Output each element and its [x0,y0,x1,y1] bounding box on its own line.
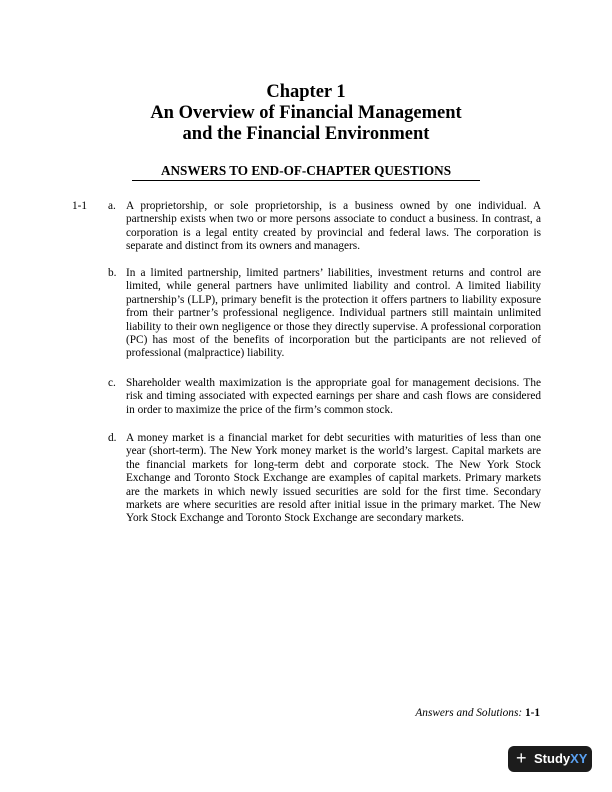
answer-text: A money market is a financial market for debt securities with maturities of less than one year (short-term). The New York money market is the world’s largest. Capital markets are the financial markets for long-term debt and corporate stock. The New York Stock Exchange and Toronto Stock Exchange are examples of capital markets. Primary markets are the markets in which newly issued securities are sold for the first time. Secondary markets are where securities are resold after initial issue in the primary market. The New York Stock Exchange and Toronto Stock Exchange are secondary markets. [126,432,541,525]
answer-letter: d. [108,432,117,444]
chapter-title-line-1: An Overview of Financial Management [150,103,462,123]
footer-page-number: 1-1 [524,707,540,719]
answer-a [108,200,541,254]
answer-letter: c. [108,377,116,389]
footer-label: Answers and Solutions: [415,707,523,719]
question-number: 1-1 [72,200,88,212]
chapter-title-line-2: and the Financial Environment [182,124,430,144]
studyxy-badge[interactable] [508,746,592,772]
page-footer [415,707,540,720]
chapter-title [0,82,612,145]
answer-text: A proprietorship, or sole proprietorship, is a business owned by one individual. A partnership exists when two or more persons associate to conduct a business. In contrast, a corporation is a legal entity created by provincial and federal laws. The corporation is separate and distinct from its owners and managers. [126,200,541,253]
answer-text: In a limited partnership, limited partners’ liabilities, investment returns and control are limited, while general partners have unlimited liability and control. A limited liability partnership’s (LLP), primary benefit is the protection it offers partners to liability exposure from their partner’s professional negligence. Individual partners still maintain unlimited liability to their own negligence or those they directly supervise. A professional corporation (PC) has most of the benefits of incorporation but the participants are not relieved of professional (malpractice) liability. [126,267,541,360]
section-heading: ANSWERS TO END-OF-CHAPTER QUESTIONS [160,163,452,178]
plus-icon: + [516,748,527,768]
answer-d [108,432,541,526]
chapter-number: Chapter 1 [266,82,346,102]
badge-text-main: Study [534,751,571,766]
answer-text: Shareholder wealth maximization is the appropriate goal for management decisions. The risk and timing associated with expected earnings per share and cash flows are considered in order to maximize the price of the firm’s common stock. [126,377,541,416]
answer-b [108,267,541,361]
heading-underline [132,180,480,181]
badge-label [534,746,587,772]
answer-letter: a. [108,200,116,212]
answer-c [108,377,541,417]
badge-text-accent: XY [570,751,588,766]
answer-letter: b. [108,267,117,279]
